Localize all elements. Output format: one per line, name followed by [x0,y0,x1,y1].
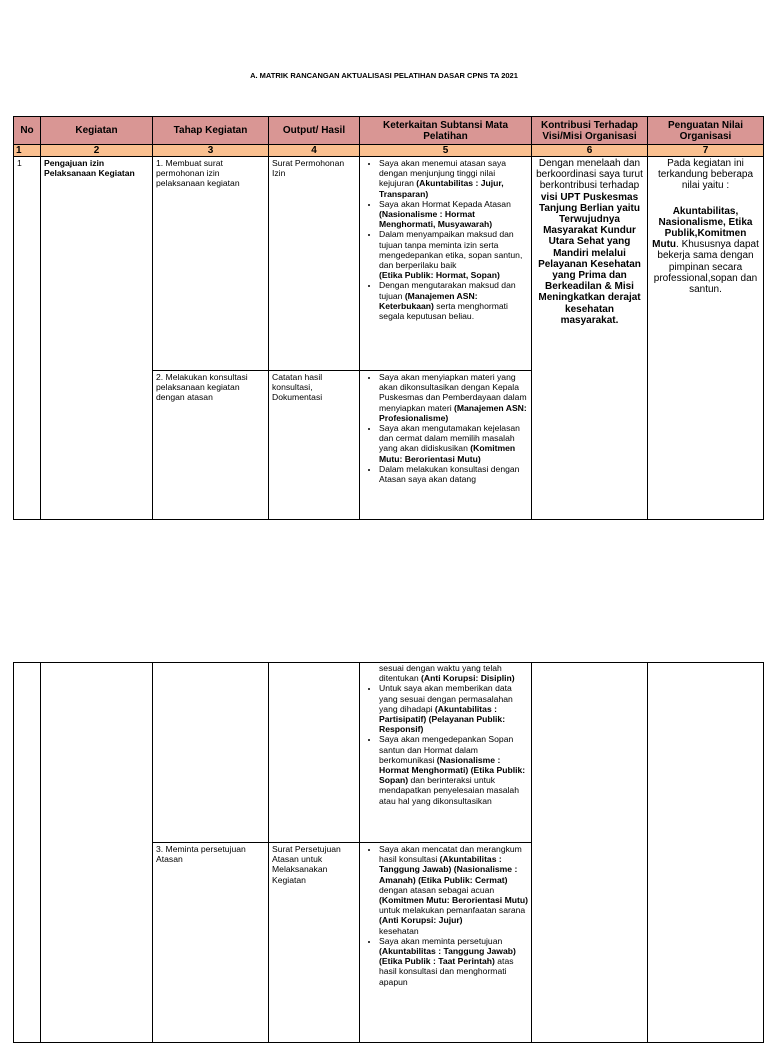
list-item: • Saya akan mengedepankan Sopan santun dan Hormat dalam berkomunikasi (Nasionalisme : Hormat Menghormati) (Etika Publik: Sopan) dan berinteraksi untuk mendapatkan penyelesaian masalah atau hal yang dikonsultasikan [379,734,528,805]
matrix-table-page2 [13,662,764,1043]
colnum-5: 5 [360,145,532,157]
document-title: A. MATRIK RANCANGAN AKTUALISASI PELATIHAN DASAR CPNS TA 2021 [250,71,518,80]
keterkaitan-cell [360,371,532,520]
keterkaitan-cell [360,843,532,1043]
header-row [14,117,764,145]
header-penguatan: Penguatan Nilai Organisasi [648,117,764,145]
colnum-6: 6 [532,145,648,157]
tahap-cell: 1. Membuat surat permohonan izin pelaksanaan kegiatan [153,157,269,371]
list-item: • Saya akan Hormat Kepada Atasan (Nasionalisme : Hormat Menghormati, Musyawarah) [379,199,528,230]
output-cell: Catatan hasil konsultasi, Dokumentasi [269,371,360,520]
colnum-2: 2 [41,145,153,157]
list-item: • Saya akan mengutamakan kejelasan dan cermat dalam memilih masalah yang akan didiskusikan (Komitmen Mutu: Berorientasi Mutu) [379,423,528,464]
header-no: No [14,117,41,145]
list-item: • Dalam melakukan konsultasi dengan Atasan saya akan datang [379,464,528,484]
header-kegiatan: Kegiatan [41,117,153,145]
colnum-4: 4 [269,145,360,157]
list-item: • Dengan mengutarakan maksud dan tujuan (Manajemen ASN: Keterbukaan) serta menghormati segala keputusan beliau. [379,280,528,321]
header-kontribusi: Kontribusi Terhadap Visi/Misi Organisasi [532,117,648,145]
row-number: 1 [14,157,41,520]
penguatan-cell: Pada kegiatan ini terkandung beberapa nilai yaitu : Akuntabilitas, Nasionalisme, Etika Publik,Komitmen Mutu. Khususnya dapat bekerja sama dengan pimpinan secara professional,sopan dan santun. [648,157,764,520]
output-cell: Surat Persetujuan Atasan untuk Melaksanakan Kegiatan [269,843,360,1043]
tahap-cell: 2. Melakukan konsultasi pelaksanaan kegiatan dengan atasan [153,371,269,520]
header-keterkaitan: Keterkaitan Subtansi Mata Pelatihan [360,117,532,145]
kegiatan-cell: Pengajuan izin Pelaksanaan Kegiatan [41,157,153,520]
header-tahap-kegiatan: Tahap Kegiatan [153,117,269,145]
list-item: • Dalam menyampaikan maksud dan tujuan tanpa meminta izin serta mengedepankan etika, sopan santun, dan berperilaku baik (Etika Publik: Hormat, Sopan) [379,229,528,280]
list-item: • Saya akan mencatat dan merangkum hasil konsultasi (Akuntabilitas : Tanggung Jawab) (Nasionalisme : Amanah) (Etika Publik: Cermat) dengan atasan sebagai acuan (Komitmen Mutu: Berorientasi Mutu) untuk melakukan pemanfaatan sarana (Anti Korupsi: Jujur) kesehatan [379,844,528,936]
colnum-3: 3 [153,145,269,157]
output-cell: Surat Permohonan Izin [269,157,360,371]
tahap-cell: 3. Meminta persetujuan Atasan [153,843,269,1043]
tahap-cell [153,663,269,843]
list-item: • Untuk saya akan memberikan data yang sesuai dengan permasalahan yang dihadapi (Akuntabilitas : Partisipatif) (Pelayanan Publik: Responsif) [379,683,528,734]
list-item: • Saya akan meminta persetujuan (Akuntabilitas : Tanggung Jawab) (Etika Publik : Taat Perintah) atas hasil konsultasi dan menghormati apapun [379,936,528,987]
list-item: • Saya akan menyiapkan materi yang akan dikonsultasikan dengan Kepala Puskesmas dan Pemberdayaan dalam menyiapkan materi (Manajemen ASN: Profesionalisme) [379,372,528,423]
header-output: Output/ Hasil [269,117,360,145]
column-number-row [14,145,764,157]
colnum-1: 1 [14,145,41,157]
table-row [14,157,764,371]
output-cell [269,663,360,843]
penguatan-cell [648,663,764,1043]
keterkaitan-cell [360,663,532,843]
list-item: • Saya akan menemui atasan saya dengan menjunjung tinggi nilai kejujuran (Akuntabilitas : Jujur, Transparan) [379,158,528,199]
table-row [14,663,764,843]
kontribusi-cell: Dengan menelaah dan berkoordinasi saya turut berkontribusi terhadap visi UPT Puskesmas Tanjung Berlian yaitu Terwujudnya Masyarakat Kundur Utara Sehat yang Mandiri melalui Pelayanan Kesehatan yang Prima dan Berkeadilan & Misi Meningkatkan derajat kesehatan masyarakat. [532,157,648,520]
row-number [14,663,41,1043]
matrix-table-page1 [13,116,764,520]
kontribusi-cell [532,663,648,1043]
continued-text: sesuai dengan waktu yang telah ditentukan (Anti Korupsi: Disiplin) [379,663,515,684]
keterkaitan-cell [360,157,532,371]
colnum-7: 7 [648,145,764,157]
kegiatan-cell [41,663,153,1043]
